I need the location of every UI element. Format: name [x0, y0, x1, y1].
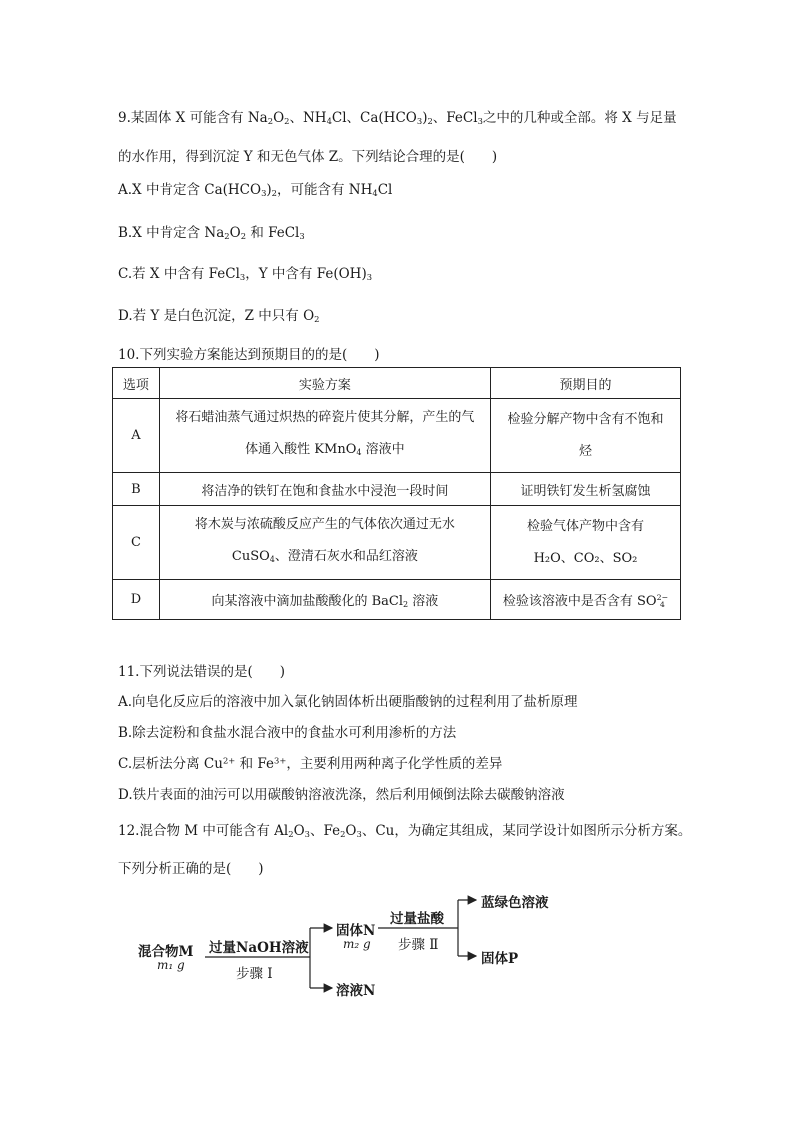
q11-option-a: A.向皂化反应后的溶液中加入氯化钠固体析出硬脂酸钠的过程利用了盐析原理 — [118, 694, 578, 710]
goal-cell: 证明铁钉发生析氢腐蚀 — [490, 473, 680, 506]
flow-step-1: 步骤 Ⅰ — [236, 966, 273, 982]
q11-option-b: B.除去淀粉和食盐水混合液中的食盐水可利用渗析的方法 — [118, 725, 457, 741]
option-label: C — [113, 506, 160, 580]
flow-reagent-hcl: 过量盐酸 — [390, 911, 444, 927]
flow-reagent-naoh: 过量NaOH溶液 — [209, 940, 309, 956]
flow-step-2: 步骤 Ⅱ — [398, 937, 439, 953]
option-label: D — [113, 580, 160, 620]
q9-stem-line2: 的水作用，得到沉淀 Y 和无色气体 Z。下列结论合理的是( ) — [118, 149, 498, 165]
q9-option-c: C.若 X 中含有 FeCl$_3$，Y 中含有 $Fe(OH)_3$ — [118, 266, 373, 283]
flow-mixture-m: 混合物M — [138, 944, 194, 960]
header-option: 选项 — [113, 368, 160, 399]
q9-option-a: A.X 中肯定含 $Ca(HCO_3)_2$，可能含有 $NH_4Cl$ — [118, 182, 393, 199]
q11-option-d: D.铁片表面的油污可以用碳酸钠溶液洗涤，然后利用倾倒法除去碳酸钠溶液 — [118, 787, 565, 803]
header-goal: 预期目的 — [490, 368, 680, 399]
flow-mixture-mass: m₁ g — [157, 958, 185, 972]
option-label: A — [113, 399, 160, 473]
q9-stem-line1: 9.某固体 X 可能含有 $Na_2O_2$、$NH_4Cl$、$Ca(HCO_3)_2$、FeCl$_3$之中的几种或全部。将 X 与足量 — [118, 110, 677, 127]
flow-solution-n: 溶液N — [336, 983, 376, 999]
goal-cell: 检验气体产物中含有 H₂O、CO₂、SO₂ — [490, 506, 680, 580]
goal-cell: 检验该溶液中是否含有 SO 2− 4 — [490, 580, 680, 620]
q9-option-d: D.若 Y 是白色沉淀，Z 中只有 $O_2$ — [118, 308, 320, 325]
header-plan: 实验方案 — [159, 368, 490, 399]
plan-cell: 将洁净的铁钉在饱和食盐水中浸泡一段时间 — [159, 473, 490, 506]
flow-solid-n: 固体N — [336, 923, 376, 939]
q11-stem: 11.下列说法错误的是( ) — [118, 664, 286, 680]
q11-option-c: C.层析法分离 $Cu^{2+}$ 和 $Fe^{3+}$，主要利用两种离子化学性质的差异 — [118, 755, 503, 772]
flow-solid-n-mass: m₂ g — [343, 937, 371, 951]
plan-cell: 将石蜡油蒸气通过炽热的碎瓷片使其分解，产生的气 体通入酸性 KMnO$_4$ 溶液中 — [159, 399, 490, 473]
q9-option-b: B.X 中肯定含 $Na_2O_2$ 和 FeCl$_3$ — [118, 225, 305, 242]
goal-cell: 检验分解产物中含有不饱和 烃 — [490, 399, 680, 473]
flow-blue-green-solution: 蓝绿色溶液 — [481, 895, 549, 911]
flow-solid-p: 固体P — [481, 951, 519, 967]
q12-stem-line1: 12.混合物 M 中可能含有 $Al_2O_3$、$Fe_2O_3$、Cu，为确定其组成，某同学设计如图所示分析方案。 — [118, 823, 692, 840]
q10-stem: 10.下列实验方案能达到预期目的的是( ) — [118, 347, 380, 363]
plan-cell: 将木炭与浓硫酸反应产生的气体依次通过无水 CuSO$_4$、澄清石灰水和品红溶液 — [159, 506, 490, 580]
plan-cell: 向某溶液中滴加盐酸酸化的 BaCl$_2$ 溶液 — [159, 580, 490, 620]
option-label: B — [113, 473, 160, 506]
q12-stem-line2: 下列分析正确的是( ) — [118, 861, 264, 877]
